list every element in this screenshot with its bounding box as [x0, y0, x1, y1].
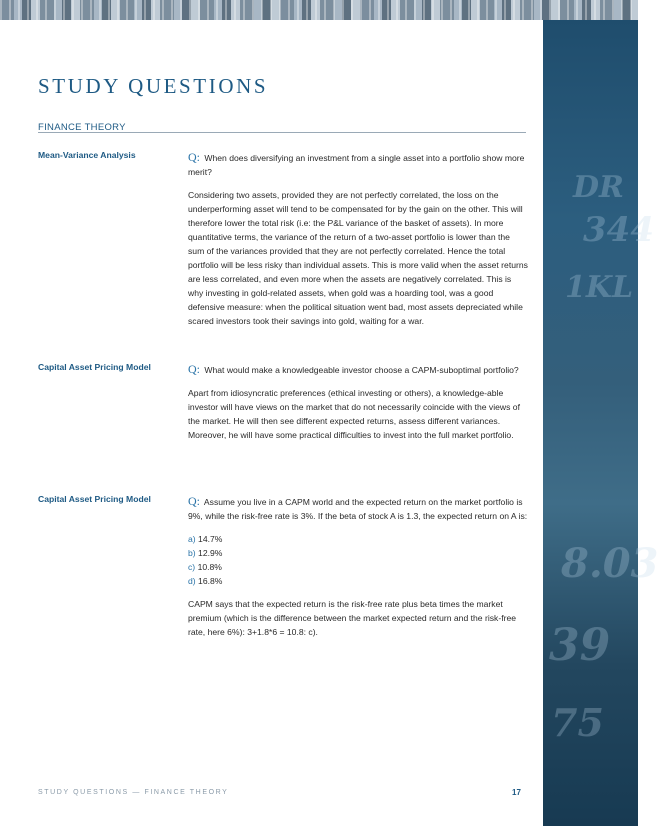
- option-b: [188, 546, 528, 560]
- side-number-3: 1KL: [565, 270, 634, 305]
- option-letter: d): [188, 576, 196, 586]
- decorative-side-panel: [543, 20, 658, 826]
- option-text: 14.7%: [198, 534, 223, 544]
- option-text: 16.8%: [198, 576, 223, 586]
- option-text: 12.9%: [198, 548, 223, 558]
- page-number: 17: [512, 788, 521, 797]
- option-c: [188, 560, 528, 574]
- qa-content: [188, 150, 528, 337]
- answer-paragraph: Apart from idiosyncratic preferences (ethical investing or others), a knowledge-able investor will have views on the market that do not necessarily coincide with the views of the market. He will then see different expected returns, assess different variances. Moreover, he will have some practical difficulties to invest into the full market portfolio.: [188, 388, 520, 440]
- qa-question: [188, 362, 528, 377]
- side-number-6: 75: [551, 700, 604, 745]
- qa-topic: Capital Asset Pricing Model: [38, 494, 151, 504]
- running-footer: STUDY QUESTIONS — FINANCE THEORY: [38, 789, 229, 796]
- option-a: [188, 532, 528, 546]
- option-text: 10.8%: [197, 562, 222, 572]
- qa-question: [188, 494, 528, 523]
- qa-topic: Capital Asset Pricing Model: [38, 362, 151, 372]
- option-letter: c): [188, 562, 196, 572]
- option-letter: b): [188, 548, 196, 558]
- qa-question: [188, 150, 528, 179]
- qa-topic: Mean-Variance Analysis: [38, 150, 136, 160]
- question-marker: Q:: [188, 150, 200, 164]
- answer-options: [188, 532, 528, 588]
- answer-paragraph: CAPM says that the expected return is the risk-free rate plus beta times the market premium (which is the difference between the market expected return and the risk-free rate, here 6%): 3+1.8*6 = 10.8: c).: [188, 599, 516, 637]
- section-label: FINANCE THEORY: [38, 122, 126, 133]
- side-number-5: 39: [549, 620, 611, 671]
- qa-content: [188, 362, 528, 451]
- side-number-4: 8.03: [561, 540, 658, 587]
- side-number-1: DR: [573, 170, 624, 205]
- question-marker: Q:: [188, 362, 200, 376]
- question-text: When does diversifying an investment from a single asset into a portfolio show more merit?: [188, 153, 525, 177]
- question-marker: Q:: [188, 494, 200, 508]
- answer-paragraph: Considering two assets, provided they are not perfectly correlated, the loss on the underperforming asset will tend to be compensated for by the gain on the other. This will therefore lower the total risk (i.e: the P&L variance of the basket of assets). In more quantitative terms, the variance of the return of a two-asset portfolio is lower than the sum of the variances provided that they are not perfectly correlated. Hence the total portfolio will be less risky than individual assets. This is more valid when the asset returns are less correlated, and even more when the assets are negatively correlated. This is why investing in gold-related assets, when gold was a hoarding tool, was a good defensive measure: when the political situation went bad, most assets depreciated while scared investors took their savings into gold, waiting for a war.: [188, 190, 528, 326]
- page-title: STUDY QUESTIONS: [38, 74, 269, 98]
- section-divider: [38, 132, 526, 133]
- question-text: What would make a knowledgeable investor choose a CAPM-suboptimal portfolio?: [204, 365, 519, 375]
- option-letter: a): [188, 534, 196, 544]
- option-d: [188, 574, 528, 588]
- side-number-2: 344: [583, 210, 654, 250]
- qa-content: [188, 494, 528, 648]
- header-photo-band: [0, 0, 638, 20]
- question-text: Assume you live in a CAPM world and the expected return on the market portfolio is 9%, while the risk-free rate is 3%. If the beta of stock A is 1.3, the expected return on A is:: [188, 497, 528, 521]
